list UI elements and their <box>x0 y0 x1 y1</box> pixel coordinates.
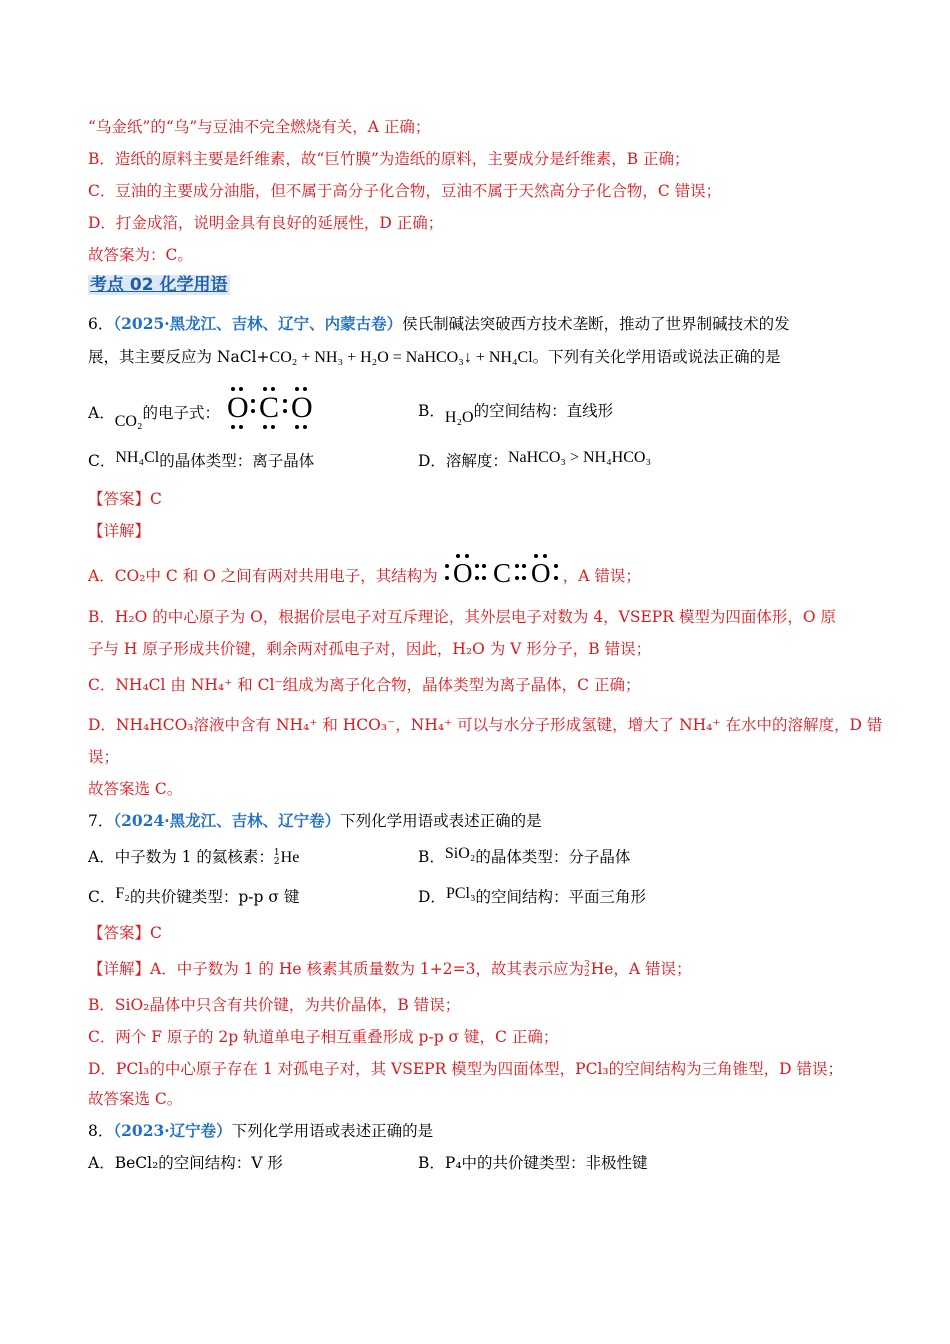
nuclide-indices: 3 2 <box>583 960 590 979</box>
explanation-7c: C．两个 F 原子的 2p 轨道单电子相互重叠形成 p-p σ 键，C 正确； <box>88 1028 559 1046</box>
co2-lewis-structure-wrong <box>225 384 317 430</box>
option-6c: C．NH₄Cl的晶体类型：离子晶体 <box>88 449 315 470</box>
option-8a: A．BeCl₂的空间结构：V 形 <box>88 1154 283 1172</box>
explanation-6b: B．H₂O 的中心原子为 O，根据价层电子对互斥理论，其外层电子对数为 4，VSEPR 模型为四面体形，O 原 <box>88 608 836 626</box>
answer-summary: 故答案选 C。 <box>88 1090 183 1108</box>
question-8-stem: 8．（2023·辽宁卷）下列化学用语或表述正确的是 <box>88 1121 434 1140</box>
svg-text:O: O <box>452 558 473 588</box>
question-6-stem: 6．（2025·黑龙江、吉林、辽宁、内蒙古卷）侯氏制碱法突破西方技术垄断，推动了世界制碱技术的发 <box>88 314 790 333</box>
section-heading: 考点 02 化学用语 <box>90 275 228 295</box>
svg-text:O: O <box>226 391 249 424</box>
answer-summary: 故答案选 C。 <box>88 780 183 798</box>
explanation-7d: D．PCl₃的中心原子存在 1 对孤电子对，其 VSEPR 模型为四面体型，PCl₃的空间结构为三角锥型，D 错误； <box>88 1060 843 1078</box>
answer-label: 【答案】C <box>88 924 162 942</box>
explanation-line: B．造纸的原料主要是纤维素，故“巨竹膜”为造纸的原料，主要成分是纤维素，B 正确； <box>88 150 690 168</box>
explanation-6c: C．NH₄Cl 由 NH₄⁺ 和 Cl⁻组成为离子化合物，晶体类型为离子晶体，C 正确； <box>88 676 641 694</box>
question-source: （2025·黑龙江、吉林、辽宁、内蒙古卷） <box>113 314 403 333</box>
option-8b: B．P₄中的共价键类型：非极性键 <box>418 1154 648 1172</box>
option-7d: D．PCl₃的空间结构：平面三角形 <box>418 885 647 906</box>
svg-text:C: C <box>492 558 511 588</box>
svg-text:O: O <box>530 558 551 588</box>
option-6a: A．CO₂的电子式： O C O <box>88 398 317 430</box>
option-6b: B．H₂O的空间结构：直线形 <box>418 402 614 426</box>
question-7-stem: 7．（2024·黑龙江、吉林、辽宁卷）下列化学用语或表述正确的是 <box>88 811 542 830</box>
answer-summary: 故答案为：C。 <box>88 246 193 264</box>
question-source: （2023·辽宁卷） <box>113 1121 232 1140</box>
reaction-equation: CO₂ + NH₃ + H₂O = NaHCO₃↓ + NH₄Cl <box>269 349 533 366</box>
svg-text:C: C <box>258 391 279 424</box>
question-6-stem-2: 展，其主要反应为 NaCl+CO₂ + NH₃ + H₂O = NaHCO₃↓ + NH₄Cl。下列有关化学用语或说法正确的是 <box>88 348 781 366</box>
option-7a: A．中子数为 1 的氦核素：1 2He <box>88 848 300 867</box>
option-7b: B．SiO₂的晶体类型：分子晶体 <box>418 845 631 866</box>
explanation-6a: A．CO₂中 C 和 O 之间有两对共用电子，其结构为 O C O ，A 错误； <box>88 562 641 592</box>
explanation-7b: B．SiO₂晶体中只含有共价键，为共价晶体，B 错误； <box>88 996 461 1014</box>
explanation-6d-cont: 误； <box>88 748 120 766</box>
svg-text:O: O <box>290 391 313 424</box>
detail-label: 【详解】 <box>88 522 151 540</box>
option-6d: D．溶解度：NaHCO₃ > NH₄HCO₃ <box>418 449 652 470</box>
explanation-6d: D．NH₄HCO₃溶液中含有 NH₄⁺ 和 HCO₃⁻，NH₄⁺ 可以与水分子形成氢键，增大了 NH₄⁺ 在水中的溶解度，D 错 <box>88 716 883 734</box>
nuclide-indices: 1 2 <box>273 848 280 867</box>
answer-label: 【答案】C <box>88 490 162 508</box>
explanation-line: D．打金成箔，说明金具有良好的延展性，D 正确； <box>88 214 444 232</box>
co2-lewis-structure-correct <box>443 552 563 592</box>
question-source: （2024·黑龙江、吉林、辽宁卷） <box>113 811 341 830</box>
option-7c: C．F₂的共价键类型：p-p σ 键 <box>88 885 300 906</box>
explanation-line: C．豆油的主要成分油脂，但不属于高分子化合物，豆油不属于天然高分子化合物，C 错误； <box>88 182 722 200</box>
explanation-7a: 【详解】A．中子数为 1 的 He 核素其质量数为 1+2=3，故其表示应为3 2He，A 错误； <box>88 960 692 979</box>
explanation-line: “乌金纸”的“乌”与豆油不完全燃烧有关，A 正确； <box>88 118 431 136</box>
explanation-6b-cont: 子与 H 原子形成共价键，剩余两对孤电子对，因此，H₂O 为 V 形分子，B 错误； <box>88 640 652 658</box>
